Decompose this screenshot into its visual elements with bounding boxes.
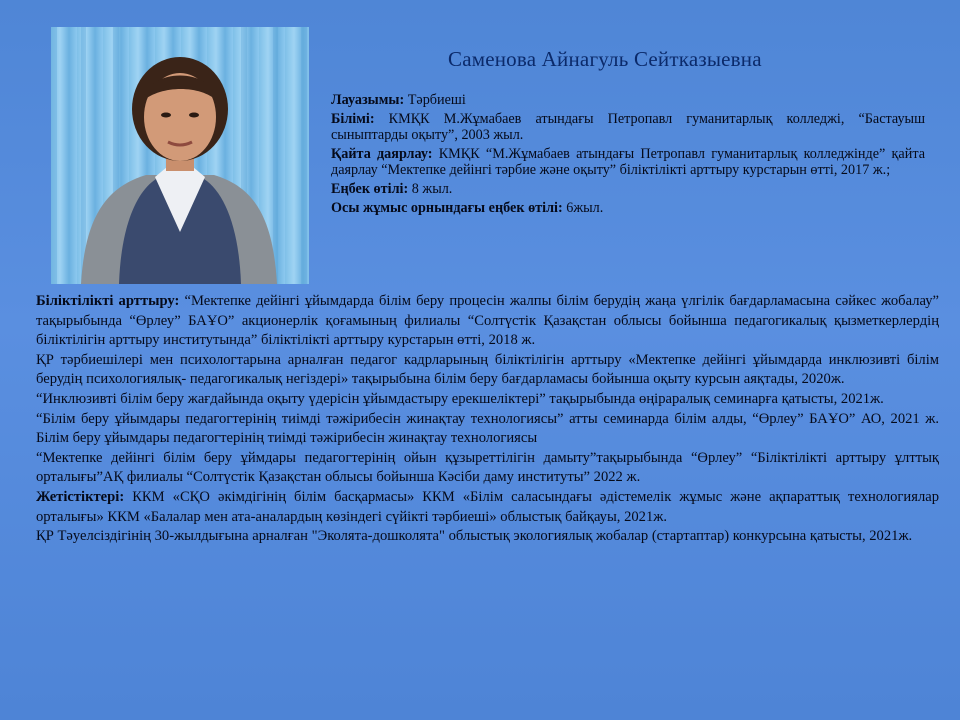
qualification-paragraph-3: “Инклюзивті білім беру жағдайында оқыту үдерісін ұйымдастыру ерекшеліктері” тақырыбында өңіраралық семинарға қатысты, 2021ж. <box>36 390 884 407</box>
person-name: Саменова Айнагуль Сейтказыевна <box>448 47 762 71</box>
achievements-text-1: ККМ «СҚО әкімдігінің білім басқармасы» ККМ «Білім саласындағы әдістемелік жұмыс және ақпараттық технологиялар орталығы» ККМ «Балалар мен ата-аналардың көзіндегі сүйікті тәрбиеші» облыстық байқауы, 2021ж. <box>36 488 940 525</box>
workplace-row <box>331 200 925 216</box>
education-label: Білімі: <box>331 111 375 127</box>
qualification-paragraph-2: ҚР тәрбиешілері мен психологтарына арналған педагог кадрларының біліктілігін арттыру «Мектепке дейінгі ұйымдарда инклюзивті білім берудің психологиялық- педагогикалық негіздері» тақырыбына білім беру бағдарламасы бойынша оқыту курсын аяқтады, 2020ж. <box>36 351 939 388</box>
profile-info <box>331 92 925 219</box>
qualification-label: Біліктілікті арттыру: <box>36 293 180 309</box>
retraining-label: Қайта даярлау: <box>331 146 433 162</box>
position-row <box>331 92 925 108</box>
experience-row <box>331 181 925 197</box>
retraining-value: КМҚК “М.Жұмабаев атындағы Петропавл гуманитарлық колледжінде” қайта даярлау “Мектепке дейінгі тәрбие және оқыту” біліктілікті арттыру курстарын өтті, 2017 ж.; <box>331 146 925 178</box>
education-row <box>331 111 925 143</box>
achievements-paragraph-2: ҚР Тәуелсіздігінің 30-жылдығына арналған "Эколята-дошколята" облыстық экологиялық жобалар (стартаптар) конкурсына қатысты, 2021ж. <box>36 528 913 545</box>
achievements-label: Жетістіктері: <box>36 488 125 505</box>
workplace-label: Осы жұмыс орнындағы еңбек өтілі: <box>331 200 563 216</box>
portrait-illustration <box>51 27 309 284</box>
main-text <box>36 292 939 547</box>
retraining-row <box>331 146 925 178</box>
qualification-paragraph-5: “Мектепке дейінгі білім беру ұймдары педагогтерінің ойын құзыреттілігін дамыту”тақырыбында “Өрлеу” “Біліктілікті арттыру ұлттық орталығы”АҚ филиалы “Солтүстік Қазақстан облысы бойынша Кәсіби даму институты” 2022 ж. <box>36 449 939 486</box>
experience-value: 8 жыл. <box>411 181 453 197</box>
position-label: Лауазымы: <box>331 92 405 108</box>
portrait-photo <box>51 27 309 284</box>
experience-label: Еңбек өтілі: <box>331 181 409 197</box>
position-value: Тәрбиеші <box>407 92 466 108</box>
education-value: КМҚК М.Жұмабаев атындағы Петропавл гуманитарлық колледжі, “Бастауыш сыныптарды оқыту”, 2003 жыл. <box>331 111 926 143</box>
qualification-paragraph-4: “Білім беру ұйымдары педагогтерінің тиімді тәжірибесін жинақтау технологиясы” атты семинарда білім алды, “Өрлеу” БАҰО” АО, 2021 ж. Білім беру ұйымдары педагогтерінің тиімді тәжірибесін жинақтау технологиясы <box>36 410 939 447</box>
achievements-paragraph-1 <box>36 488 939 527</box>
workplace-value: 6жыл. <box>566 200 604 216</box>
qualification-paragraph-1 <box>36 292 939 351</box>
qualification-text-1: “Мектепке дейінгі ұйымдарда білім беру процесін жалпы білім берудің жаңа үлгілік бағдарламасына сәйкес жобалау” тақырыбында “Өрлеу” БАҰО” акционерлік қоғамының филиалы “Солтүстік Қазақстан облысы бойынша педагогикалық қызметкерлердің біліктілігін арттыру институтында” біліктілікті арттыру курстарын өтті, 2018 ж. <box>36 293 939 349</box>
